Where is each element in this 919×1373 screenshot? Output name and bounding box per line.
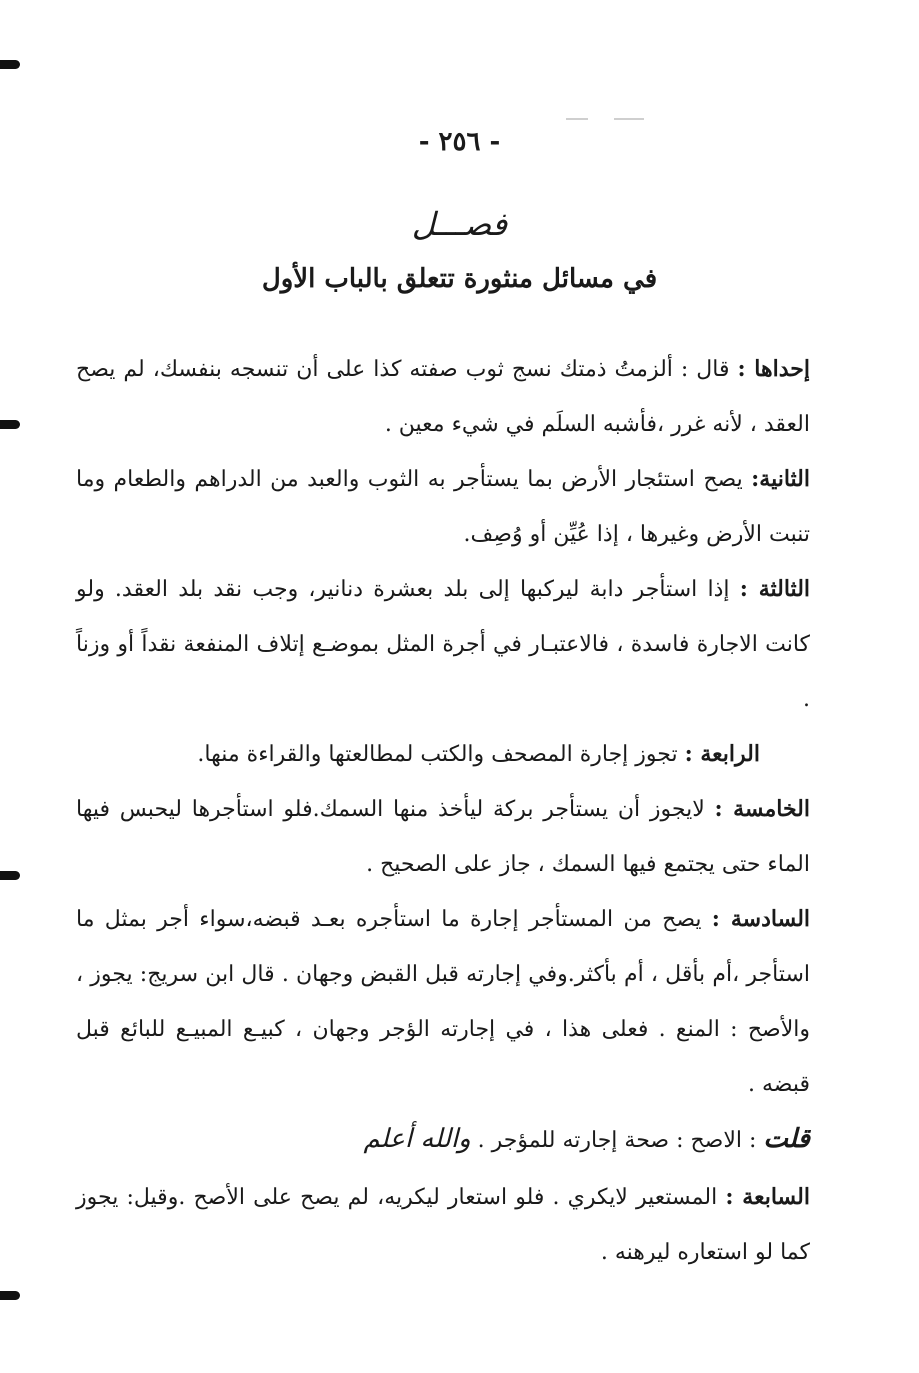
paragraph-5	[76, 782, 810, 892]
scan-edge-mark	[0, 60, 20, 69]
paragraph-6	[76, 892, 810, 1112]
paragraph-text: يصح من المستأجر إجارة ما استأجره بعـد قبضه،سواء أجر بمثل ما استأجر ،أم بأقل ، أم بأكثر.وفي إجارته قبل القبض وجهان . قال ابن سريج: يجوز ، والأصح : المنع . فعلى هذا ، في إجارته الؤجر وجهان ، كبيـع المبيـع للبائع قبل قبضه .	[76, 907, 810, 1097]
qult-closing: والله أعلم	[363, 1124, 471, 1154]
page-number: - ٢٥٦ -	[418, 127, 501, 157]
paragraph-text: تجوز إجارة المصحف والكتب لمطالعتها والقراءة منها.	[197, 742, 678, 767]
paragraph-1	[76, 342, 810, 452]
paragraph-text: لايجوز أن يستأجر بركة ليأخذ منها السمك.فلو استأجرها ليحبس فيها الماء حتى يجتمع فيها السمك ، جاز على الصحيح .	[76, 797, 810, 877]
paragraph-text: يصح استئجار الأرض بما يستأجر به الثوب والعبد من الدراهم والطعام وما تنبت الأرض وغيرها ، إذا عُيِّن أو وُصِف.	[76, 467, 810, 547]
qult-term: قلت	[763, 1124, 810, 1154]
paragraph-term: الرابعة :	[684, 741, 760, 767]
paragraph-term: الثانية:	[751, 466, 810, 492]
paragraph-2	[76, 452, 810, 562]
scan-edge-mark	[0, 1291, 20, 1300]
scan-edge-mark	[0, 871, 20, 880]
scan-edge-mark	[0, 420, 20, 429]
section-word: فصـــل	[411, 205, 508, 243]
paragraph-4	[76, 727, 810, 782]
paragraph-term: إحداها :	[737, 356, 810, 382]
paragraph-text: إذا استأجر دابة ليركبها إلى بلد بعشرة دنانير، وجب نقد بلد العقد. ولو كانت الاجارة فاسدة ، فالاعتبـار في أجرة المثل بموضـع إتلاف المنفعة نقداً أو وزناً .	[76, 577, 810, 712]
paragraph-term: السادسة :	[711, 906, 811, 932]
paragraph-text: المستعير لايكري . فلو استعار ليكريه، لم يصح على الأصح .وقيل: يجوز كما لو استعاره ليرهنه .	[76, 1185, 810, 1265]
qult-text: : الاصح : صحة إجارته للمؤجر .	[477, 1128, 757, 1153]
body-text-continued	[76, 1170, 810, 1280]
section-heading: في مسائل منثورة تتعلق بالباب الأول	[261, 264, 658, 294]
paragraph-7	[76, 1170, 810, 1280]
paragraph-text: قال : ألزمتُ ذمتك نسج ثوب صفته كذا على أن تنسجه بنفسك، لم يصح العقد ، لأنه غرر ،فأشبه السلَم في شيء معين .	[76, 357, 810, 437]
paragraph-term: الخامسة :	[714, 796, 810, 822]
paragraph-term: السابعة :	[725, 1184, 810, 1210]
paragraph-3	[76, 562, 810, 727]
body-text	[76, 342, 810, 1168]
paragraph-term: الثالثة :	[739, 576, 811, 602]
qult-note	[76, 1112, 810, 1168]
scan-dash	[614, 118, 644, 120]
scan-dash	[566, 118, 588, 120]
